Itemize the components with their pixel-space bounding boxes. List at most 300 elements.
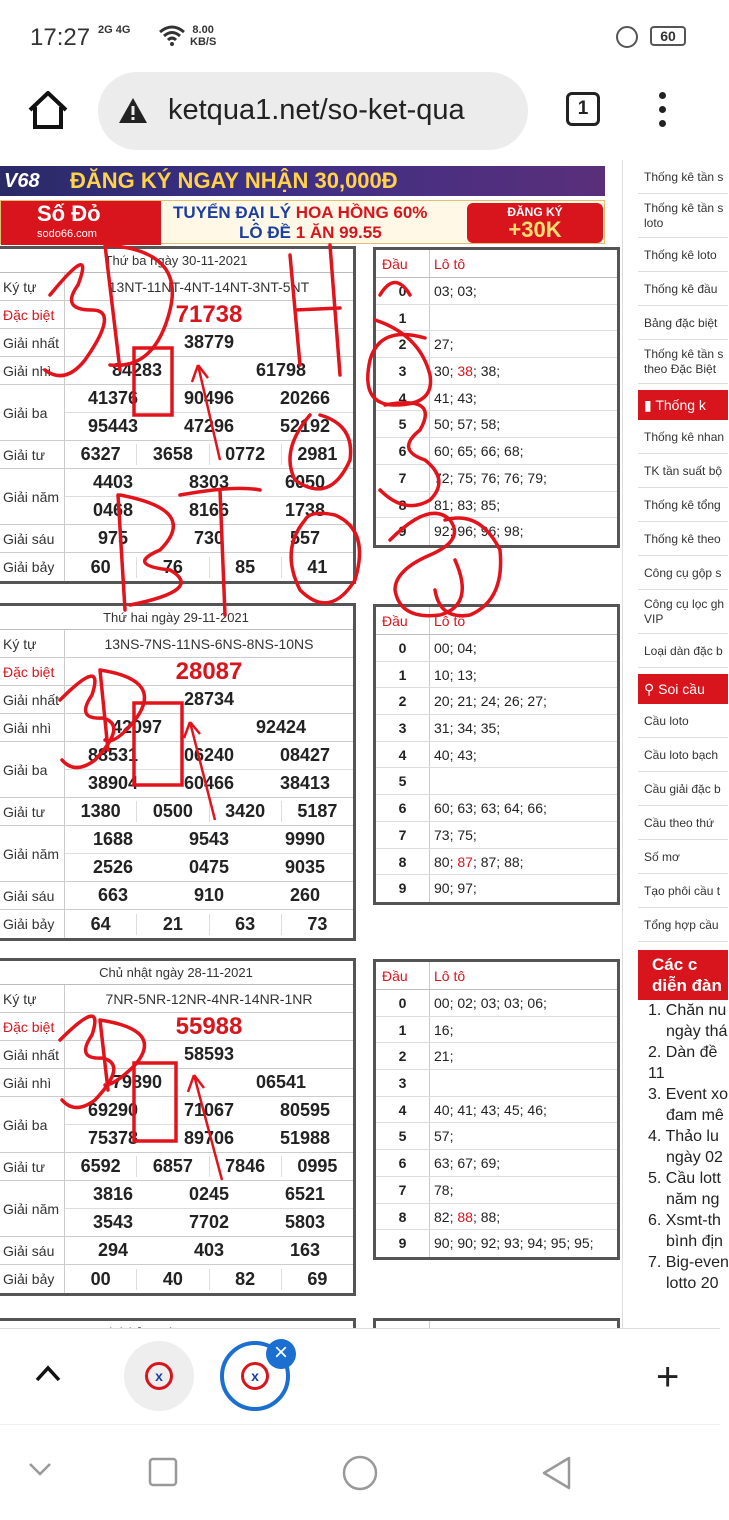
loto-row — [376, 875, 617, 902]
loto-row — [376, 1043, 617, 1070]
prize-number: 06240 — [183, 745, 235, 765]
loto-head-digit: 7 — [376, 465, 430, 491]
loto-row — [376, 305, 617, 332]
prize-number: 63 — [210, 914, 282, 935]
kytu-code: 13NS-7NS-11NS-6NS-8NS-10NS — [104, 635, 314, 652]
sidebar-link[interactable]: Tổng hợp cầu — [638, 908, 728, 942]
ad-banner-v68[interactable] — [0, 166, 605, 196]
result-row — [0, 985, 353, 1013]
ad-banner-text: ĐĂNG KÝ NGAY NHẬN 30,000Đ — [70, 168, 398, 193]
prize-number: 84283 — [111, 360, 163, 380]
prize-number: 88531 — [87, 745, 139, 765]
prize-label: Giải bảy — [0, 910, 65, 938]
result-row — [0, 301, 353, 329]
forum-link[interactable]: ngày 02 — [666, 1149, 723, 1166]
forum-link[interactable]: 1. Chăn nu — [648, 1002, 727, 1019]
prize-number: 294 — [97, 1240, 129, 1260]
loto-head-digit: 8 — [376, 492, 430, 518]
prize-number: 64 — [65, 914, 137, 935]
address-bar[interactable] — [98, 72, 528, 150]
prize-label: Giải bảy — [0, 553, 65, 581]
prize-label: Đặc biệt — [0, 301, 65, 328]
prize-number: 8303 — [188, 472, 230, 492]
special-prize-number: 71738 — [175, 301, 243, 328]
loto-head-digit: 1 — [376, 1017, 430, 1043]
prize-number: 76 — [137, 557, 209, 578]
loto-table — [373, 604, 620, 905]
prize-number: 69 — [307, 1268, 328, 1289]
result-row — [0, 525, 353, 553]
prize-number: 730 — [193, 528, 225, 548]
prize-number: 38413 — [279, 773, 331, 793]
home-icon[interactable] — [26, 88, 70, 132]
prize-number: 5803 — [284, 1212, 326, 1232]
loto-header-loto: Lô tô — [434, 613, 466, 629]
prize-number: 71067 — [183, 1100, 235, 1120]
prize-number: 69290 — [87, 1100, 139, 1120]
chevron-down-icon[interactable] — [28, 1461, 52, 1477]
prize-number: 58593 — [183, 1044, 235, 1064]
loto-values: 03; 03; — [434, 283, 477, 299]
prize-label: Giải ba — [0, 742, 65, 797]
ad-banner-sodo[interactable] — [0, 200, 605, 244]
loto-head-digit: 6 — [376, 438, 430, 464]
loto-row — [376, 1230, 617, 1257]
prize-number: 1688 — [92, 829, 134, 849]
loto-values: 21; — [434, 1048, 454, 1065]
loto-head-digit: 8 — [376, 1204, 430, 1230]
loto-row — [376, 438, 617, 465]
battery-indicator: 60 — [650, 26, 686, 46]
result-row — [0, 742, 353, 798]
v68-logo: V68 — [4, 170, 40, 192]
loto-head-digit: 9 — [376, 518, 430, 545]
forum-list — [638, 1000, 728, 1294]
loto-values: 81; 83; 85; — [434, 496, 501, 513]
prize-number: 41 — [307, 556, 328, 577]
sidebar-link[interactable]: Cầu theo thứ — [638, 806, 728, 840]
sidebar-link[interactable]: Thống kê tần s loto — [638, 194, 728, 238]
prize-number: 557 — [289, 528, 321, 548]
prize-label: Giải ba — [0, 385, 65, 440]
loto-values: 16; — [434, 1021, 454, 1038]
loto-values: 31; 34; 35; — [434, 720, 501, 737]
tab-switcher-button[interactable]: 1 — [566, 92, 600, 126]
sidebar-link[interactable]: Thống kê đầu — [638, 272, 728, 306]
loto-values: 00; 02; 03; 03; 06; — [434, 995, 547, 1011]
forum-link[interactable]: bình địn — [666, 1233, 723, 1250]
result-row — [0, 882, 353, 910]
loto-values: 27; — [434, 336, 454, 353]
sidebar-link[interactable]: Cầu giải đặc b — [638, 772, 728, 806]
loto-row — [376, 822, 617, 849]
prize-label: Giải sáu — [0, 1237, 65, 1264]
prize-number: 260 — [289, 885, 321, 905]
status-bar — [0, 0, 720, 70]
prize-number: 89706 — [183, 1128, 235, 1148]
back-icon[interactable] — [540, 1455, 572, 1491]
sidebar-link[interactable]: Thống kê tần s — [638, 160, 728, 194]
loto-values: 10; 13; — [434, 666, 477, 683]
prize-number: 9990 — [284, 829, 326, 849]
loto-head-digit: 4 — [376, 1097, 430, 1123]
ad-line-1: TUYỂN ĐẠI LÝ HOA HỒNG 60% — [173, 203, 428, 222]
loto-values — [430, 768, 617, 794]
loto-head-digit: 1 — [376, 662, 430, 688]
chevron-up-icon[interactable] — [34, 1363, 62, 1383]
result-row — [0, 441, 353, 469]
loto-row — [376, 662, 617, 689]
prize-number: 0772 — [210, 444, 282, 465]
loto-row — [376, 331, 617, 358]
loto-row — [376, 518, 617, 545]
loto-row — [376, 1097, 617, 1124]
sidebar-link[interactable]: TK tần suất bộ — [638, 454, 728, 488]
loto-head-digit: 2 — [376, 1043, 430, 1069]
loto-head-digit: 8 — [376, 849, 430, 875]
site-favicon-icon: x — [241, 1362, 269, 1390]
home-circle-icon[interactable] — [342, 1455, 378, 1491]
prize-number: 90496 — [183, 388, 235, 408]
loto-head-digit: 3 — [376, 715, 430, 741]
loto-row — [376, 465, 617, 492]
loto-head-digit: 3 — [376, 1070, 430, 1096]
loto-head-digit: 3 — [376, 358, 430, 384]
prize-label: Giải bảy — [0, 1265, 65, 1293]
result-row — [0, 1237, 353, 1265]
loto-head-digit: 2 — [376, 688, 430, 714]
result-row — [0, 1097, 353, 1153]
prize-number: 60 — [65, 557, 137, 578]
loto-values — [430, 305, 617, 331]
browser-toolbar — [0, 70, 720, 160]
loto-values: 63; 67; 69; — [434, 1155, 501, 1172]
sidebar-section-forum[interactable]: Các c diễn đàn — [638, 950, 728, 1000]
loto-values — [430, 1070, 617, 1096]
sidebar-link[interactable]: Thống kê loto — [638, 238, 728, 272]
prize-number: 06541 — [255, 1072, 307, 1092]
prize-number: 3543 — [92, 1212, 134, 1232]
prize-label: Giải năm — [0, 1181, 65, 1236]
tab-thumbnail-1[interactable] — [124, 1341, 194, 1411]
prize-label: Ký tự — [0, 273, 65, 300]
prize-number: 2981 — [297, 444, 338, 464]
prize-number: 0995 — [297, 1156, 338, 1176]
prize-label: Giải sáu — [0, 525, 65, 552]
sidebar-link[interactable]: Công cụ lọc gh VIP — [638, 590, 728, 634]
forum-link[interactable]: đam mê — [666, 1107, 724, 1124]
result-row — [0, 686, 353, 714]
forum-link[interactable]: 2. Dàn đề — [648, 1044, 718, 1061]
prize-label: Đặc biệt — [0, 658, 65, 685]
loto-values: 20; 21; 24; 26; 27; — [434, 693, 547, 710]
result-row — [0, 1265, 353, 1293]
result-date: Thứ hai ngày 29-11-2021 — [0, 606, 353, 630]
result-row — [0, 910, 353, 938]
column-divider — [622, 160, 623, 1328]
web-page — [0, 160, 729, 1328]
loto-row — [376, 795, 617, 822]
prize-number: 79890 — [111, 1072, 163, 1092]
prize-number: 910 — [193, 885, 225, 905]
prize-number: 3420 — [210, 801, 282, 822]
prize-number: 1380 — [65, 801, 137, 822]
forum-link[interactable]: 3. Event xo — [648, 1086, 729, 1103]
prize-number: 40 — [137, 1269, 209, 1290]
prize-number: 08427 — [279, 745, 331, 765]
loto-values: 30; 38; 38; — [434, 363, 501, 380]
prize-label: Giải nhất — [0, 329, 65, 356]
sidebar-link[interactable]: Công cụ gộp s — [638, 556, 728, 590]
loto-row — [376, 492, 617, 519]
loto-values: 90; 90; 92; 93; 94; 95; 95; — [434, 1235, 594, 1252]
prize-label: Giải nhì — [0, 1069, 65, 1096]
forum-link[interactable]: 11 — [648, 1065, 665, 1082]
system-navigation-bar — [0, 1424, 720, 1520]
wifi-icon — [158, 24, 186, 46]
kytu-code: 13NT-11NT-4NT-14NT-3NT-5NT — [108, 278, 310, 295]
sidebar-link[interactable]: Loại dàn đặc b — [638, 634, 728, 668]
loto-header-dau: Đầu — [376, 607, 430, 634]
prize-number: 52192 — [279, 416, 331, 436]
result-row — [0, 385, 353, 441]
loto-values: 72; 75; 76; 76; 79; — [434, 469, 547, 486]
loto-head-digit: 9 — [376, 875, 430, 902]
loto-values: 40; 41; 43; 45; 46; — [434, 1101, 547, 1118]
loto-header-dau: Đầu — [376, 250, 430, 277]
prize-number: 9035 — [284, 857, 326, 877]
loto-head-digit: 0 — [376, 278, 430, 304]
loto-header-dau: Đầu — [376, 962, 430, 989]
prize-label: Giải tư — [0, 1153, 65, 1180]
loto-values: 60; 65; 66; 68; — [434, 443, 524, 460]
loto-header-loto: Lô tô — [434, 256, 466, 272]
prize-number: 92424 — [255, 717, 307, 737]
prize-number: 2526 — [92, 857, 134, 877]
result-table — [0, 958, 356, 1296]
sidebar-section-thongke[interactable]: ▮ Thống k — [638, 390, 728, 420]
kytu-code: 7NR-5NR-12NR-4NR-14NR-1NR — [105, 990, 313, 1007]
sodo-logo: Số Đỏ sodo66.com — [1, 201, 161, 245]
forum-link[interactable]: 7. Big-even — [648, 1254, 729, 1271]
result-row — [0, 1041, 353, 1069]
loto-values: 40; 43; — [434, 746, 477, 763]
prize-number: 0245 — [188, 1184, 230, 1204]
prize-number: 38779 — [183, 332, 235, 352]
ad-line-2: LÔ ĐỀ 1 ĂN 99.55 — [239, 223, 382, 242]
prize-number: 6857 — [137, 1156, 209, 1177]
more-menu-icon[interactable] — [652, 88, 672, 132]
loto-values: 73; 75; — [434, 826, 477, 843]
loto-row — [376, 358, 617, 385]
loto-head-digit: 4 — [376, 385, 430, 411]
forum-link[interactable]: 4. Thảo lu — [648, 1128, 719, 1145]
loto-head-digit: 5 — [376, 1123, 430, 1149]
prize-number: 8166 — [188, 500, 230, 520]
loto-values: 78; — [434, 1181, 454, 1198]
sidebar-link[interactable]: Thống kê nhan — [638, 420, 728, 454]
loto-head-digit: 5 — [376, 411, 430, 437]
loto-row — [376, 715, 617, 742]
loto-head-digit: 2 — [376, 331, 430, 357]
special-prize-number: 28087 — [175, 658, 243, 685]
prize-number: 28734 — [183, 689, 235, 709]
result-row — [0, 357, 353, 385]
loto-head-digit: 7 — [376, 822, 430, 848]
sidebar-link[interactable]: Tạo phôi cầu t — [638, 874, 728, 908]
prize-number: 6327 — [65, 444, 137, 465]
loto-row — [376, 849, 617, 876]
prize-label: Giải nhất — [0, 1041, 65, 1068]
url-text[interactable]: ketqua1.net/so-ket-qua — [168, 94, 465, 126]
loto-head-digit: 9 — [376, 1230, 430, 1257]
loto-head-digit: 0 — [376, 635, 430, 661]
loto-row — [376, 1070, 617, 1097]
result-row — [0, 553, 353, 581]
sidebar-link[interactable]: Thống kê theo — [638, 522, 728, 556]
result-row — [0, 329, 353, 357]
result-row — [0, 1013, 353, 1041]
prize-number: 975 — [97, 528, 129, 548]
status-time: 17:27 — [30, 24, 91, 51]
prize-label: Giải năm — [0, 469, 65, 524]
new-tab-icon[interactable]: + — [656, 1355, 680, 1399]
sidebar-link[interactable]: Bảng đặc biệt — [638, 306, 728, 340]
loto-row — [376, 1204, 617, 1231]
prize-number: 0475 — [188, 857, 230, 877]
result-row — [0, 658, 353, 686]
recent-apps-icon[interactable] — [148, 1457, 178, 1487]
result-table — [0, 246, 356, 584]
prize-number: 38904 — [87, 773, 139, 793]
loto-values: 00; 04; — [434, 640, 477, 656]
prize-number: 3658 — [137, 444, 209, 465]
prize-number: 4403 — [92, 472, 134, 492]
network-speed: 8.00 KB/S — [190, 24, 217, 48]
prize-number: 00 — [65, 1269, 137, 1290]
prize-label: Ký tự — [0, 630, 65, 657]
forum-link[interactable]: 5. Cầu lott — [648, 1170, 721, 1187]
result-date: Thứ ba ngày 30-11-2021 — [0, 249, 353, 273]
network-indicator: 2G 4G — [98, 24, 131, 36]
loto-head-digit: 5 — [376, 768, 430, 794]
prize-number: 7702 — [188, 1212, 230, 1232]
prize-number: 0500 — [137, 801, 209, 822]
loto-values: 60; 63; 63; 64; 66; — [434, 800, 547, 817]
prize-number: 82 — [210, 1269, 282, 1290]
site-favicon-icon: x — [145, 1362, 173, 1390]
prize-number: 95443 — [87, 416, 139, 436]
sidebar — [638, 160, 728, 1294]
sidebar-link[interactable]: Cầu loto — [638, 704, 728, 738]
prize-number: 75378 — [87, 1128, 139, 1148]
result-row — [0, 826, 353, 882]
prize-number: 47296 — [183, 416, 235, 436]
prize-number: 73 — [307, 913, 328, 934]
loto-head-digit: 4 — [376, 742, 430, 768]
loto-table — [373, 959, 620, 1260]
forum-link[interactable]: ngày thá — [666, 1023, 728, 1040]
prize-number: 6592 — [65, 1156, 137, 1177]
close-tab-icon[interactable]: × — [266, 1339, 296, 1369]
loto-row — [376, 278, 617, 305]
prize-number: 6521 — [284, 1184, 326, 1204]
loto-row — [376, 768, 617, 795]
prize-number: 85 — [210, 557, 282, 578]
result-date: Chủ nhật ngày 28-11-2021 — [0, 961, 353, 985]
forum-link[interactable]: 6. Xsmt-th — [648, 1212, 721, 1229]
special-prize-number: 55988 — [175, 1013, 243, 1040]
prize-number: 163 — [289, 1240, 321, 1260]
prize-number: 7846 — [210, 1156, 282, 1177]
loto-row — [376, 688, 617, 715]
result-row — [0, 630, 353, 658]
prize-number: 6050 — [284, 472, 326, 492]
prize-number: 0468 — [92, 500, 134, 520]
loto-values: 90; 97; — [434, 880, 477, 897]
loto-head-digit: 1 — [376, 305, 430, 331]
loto-row — [376, 411, 617, 438]
loto-head-digit: 0 — [376, 990, 430, 1016]
result-row — [0, 798, 353, 826]
result-row — [0, 714, 353, 742]
loto-row — [376, 1017, 617, 1044]
prize-label: Giải tư — [0, 798, 65, 825]
prize-label: Đặc biệt — [0, 1013, 65, 1040]
prize-number: 3816 — [92, 1184, 134, 1204]
result-row — [0, 1069, 353, 1097]
sidebar-section-soicau[interactable]: ⚲ Soi cầu — [638, 674, 728, 704]
result-row — [0, 469, 353, 525]
prize-label: Giải năm — [0, 826, 65, 881]
prize-number: 5187 — [297, 801, 338, 821]
prize-number: 60466 — [183, 773, 235, 793]
loto-values: 82; 88; 88; — [434, 1208, 501, 1225]
prize-label: Giải nhất — [0, 686, 65, 713]
prize-number: 1738 — [284, 500, 326, 520]
loto-values: 50; 57; 58; — [434, 416, 501, 433]
result-table — [0, 603, 356, 941]
loto-table — [373, 247, 620, 548]
prize-number: 42097 — [111, 717, 163, 737]
loto-header-loto: Lô tô — [434, 968, 466, 984]
result-row — [0, 1181, 353, 1237]
prize-number: 21 — [137, 914, 209, 935]
loto-values: 92; 96; 96; 98; — [434, 523, 524, 540]
loto-row — [376, 1150, 617, 1177]
forum-link[interactable]: lotto 20 — [666, 1275, 719, 1292]
warning-icon[interactable] — [118, 96, 148, 126]
forum-link[interactable]: năm ng — [666, 1191, 720, 1208]
loto-head-digit: 7 — [376, 1177, 430, 1203]
sidebar-link[interactable]: Số mơ — [638, 840, 728, 874]
prize-number: 80595 — [279, 1100, 331, 1120]
loto-values: 57; — [434, 1128, 454, 1145]
sidebar-link[interactable]: Thống kê tần s theo Đặc Biệt — [638, 340, 728, 384]
loto-row — [376, 990, 617, 1017]
loto-row — [376, 385, 617, 412]
result-row — [0, 1153, 353, 1181]
loto-values: 80; 87; 87; 88; — [434, 853, 524, 870]
prize-number: 20266 — [279, 388, 331, 408]
ad-register-button[interactable]: ĐĂNG KÝ +30K — [467, 203, 603, 243]
prize-number: 663 — [97, 885, 129, 905]
prize-number: 403 — [193, 1240, 225, 1260]
prize-number: 61798 — [255, 360, 307, 380]
sidebar-link[interactable]: Cầu loto bạch — [638, 738, 728, 772]
sidebar-link[interactable]: Thống kê tổng — [638, 488, 728, 522]
rotation-lock-icon — [616, 26, 638, 48]
